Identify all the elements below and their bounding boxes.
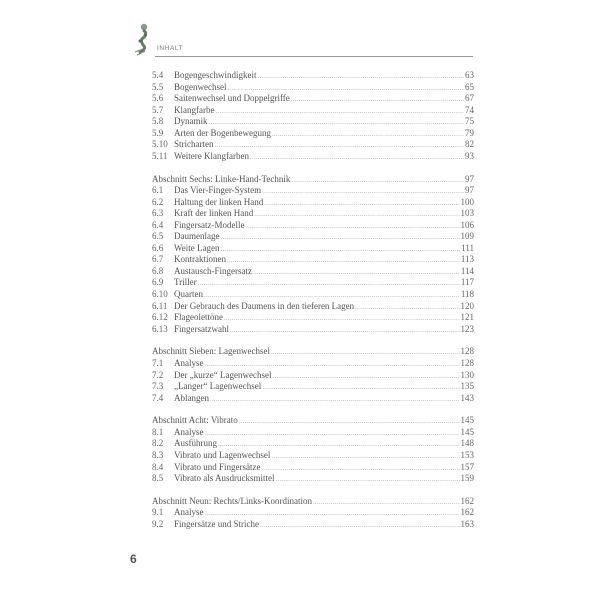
toc-entry-number: 6.6 [152,242,164,253]
toc-entry[interactable] [152,197,474,209]
toc-page-number: 143 [460,392,474,403]
toc-page-number: 109 [460,231,474,242]
toc-entry[interactable] [152,324,474,336]
toc-entry-title: Fingersatzwahl [174,323,229,334]
toc-page-number: 67 [465,93,474,104]
toc-page-number: 148 [460,438,474,449]
toc-entry[interactable] [152,312,474,324]
toc-entry[interactable] [152,358,474,370]
toc-entry-number: 8.1 [152,426,164,437]
toc-entry[interactable] [152,254,474,266]
toc-page-number: 159 [460,473,474,484]
toc-entry-number: 7.2 [152,369,164,380]
toc-entry-number: 6.5 [152,231,164,242]
toc-entry-title: Der „kurze“ Lagenwechsel [174,369,272,380]
toc-entry-number: 6.8 [152,265,164,276]
toc-entry-title: Kontraktionen [174,254,226,265]
toc-entry[interactable] [152,220,474,232]
toc-entry-title: Kraft der linken Hand [174,208,254,219]
toc-section-heading[interactable] [152,174,474,186]
toc-entry-number: 6.11 [152,300,168,311]
toc-page-number: 118 [460,289,474,300]
toc-entry-title: Vibrato und Fingersätze [174,461,261,472]
toc-page-number: 163 [460,518,474,529]
toc-entry-title: Quarten [174,289,203,300]
toc-entry-title: Bogenwechsel [174,81,227,92]
toc-entry[interactable] [152,370,474,382]
section-spacer [152,404,474,415]
toc-section-heading[interactable] [152,496,474,508]
toc-page-number: 97 [465,173,474,184]
toc-entry-title: Vibrato und Lagenwechsel [174,449,271,460]
toc-page-number: 145 [460,415,474,426]
toc-entry-title: Weitere Klangfarben [174,150,249,161]
toc-entry[interactable] [152,116,474,128]
toc-entry[interactable] [152,139,474,151]
toc-page-number: 82 [465,139,474,150]
toc-entry-title: Ablangen [174,392,209,403]
toc-section-title: Abschnitt Sieben: Lagenwechsel [152,346,270,357]
toc-page-number: 106 [460,219,474,230]
toc-entry[interactable] [152,82,474,94]
toc-entry-number: 5.5 [152,81,164,92]
toc-entry-number: 5.4 [152,70,164,80]
toc-page-number: 162 [460,495,474,506]
toc-entry[interactable] [152,105,474,117]
toc-page-number: 128 [460,357,474,368]
cellist-figure-icon [131,22,155,56]
toc-entry-title: Analyse [174,357,204,368]
toc-entry-title: Haltung der linken Hand [174,196,264,207]
running-header: INHALT [157,45,184,52]
toc-entry-number: 5.8 [152,116,164,127]
toc-entry[interactable] [152,462,474,474]
section-spacer [152,162,474,173]
toc-entry-number: 5.11 [152,150,168,161]
toc-section-title: Abschnitt Neun: Rechts/Links-Koordination [152,495,312,506]
toc-entry[interactable] [152,289,474,301]
toc-entry-title: Triller [174,277,197,288]
toc-section-title: Abschnitt Sechs: Linke-Hand-Technik [152,173,291,184]
toc-page-number: 74 [465,104,474,115]
toc-entry-number: 7.1 [152,357,164,368]
page-number: 6 [130,552,137,566]
toc-entry[interactable] [152,151,474,163]
toc-entry[interactable] [152,231,474,243]
header-rule [155,56,473,57]
toc-page-number: 113 [460,254,474,265]
toc-section-title: Abschnitt Acht: Vibrato [152,415,238,426]
toc-entry[interactable] [152,277,474,289]
toc-page-number: 103 [460,208,474,219]
toc-entry-title: Stricharten [174,139,214,150]
toc-entry-title: Fingersätze und Striche [174,518,259,529]
toc-page-number: 162 [460,507,474,518]
dot-leader [230,325,460,337]
toc-entry[interactable] [152,185,474,197]
toc-page-number: 75 [465,116,474,127]
toc-page-number: 135 [460,381,474,392]
toc-entry[interactable] [152,70,474,82]
toc-entry-number: 6.9 [152,277,164,288]
toc-page-number: 93 [465,150,474,161]
toc-entry-title: Arten der Bogenbewegung [174,127,271,138]
dot-leader [250,152,464,164]
toc-entry-title: Bogengeschwindigkeit [174,70,257,80]
toc-page-number: 120 [460,300,474,311]
toc-entry-number: 5.9 [152,127,164,138]
toc-entry[interactable] [152,393,474,405]
table-of-contents [152,70,474,530]
toc-entry[interactable] [152,208,474,220]
toc-entry[interactable] [152,473,474,485]
dot-leader [260,520,460,532]
toc-entry-title: Vibrato als Ausdrucksmittel [174,473,275,484]
toc-entry-title: Der Gebrauch des Daumens in den tieferen Lagen [174,300,355,311]
toc-entry-number: 9.2 [152,518,164,529]
toc-page-number: 145 [460,426,474,437]
toc-entry-number: 8.2 [152,438,164,449]
toc-entry-title: Ausführung [174,438,217,449]
toc-entry-title: Flageolettöne [174,312,223,323]
toc-page-number: 130 [460,369,474,380]
toc-page-number: 157 [460,461,474,472]
section-spacer [152,485,474,496]
toc-entry-title: Daumenlage [174,231,220,242]
section-spacer [152,335,474,346]
toc-section-heading[interactable] [152,346,474,358]
toc-entry-title: Austausch-Fingersatz [174,265,252,276]
toc-page-number: 63 [465,70,474,80]
toc-page-number: 111 [461,242,474,253]
toc-entry[interactable] [152,243,474,255]
toc-entry-number: 6.1 [152,185,164,196]
dot-leader [275,474,459,486]
toc-entry-title: Analyse [174,507,204,518]
toc-page-number: 100 [460,196,474,207]
toc-section-heading[interactable] [152,415,474,427]
toc-entry-number: 5.7 [152,104,164,115]
toc-entry-title: Klangfarbe [174,104,215,115]
toc-entry-number: 6.13 [152,323,168,334]
toc-entry-number: 8.3 [152,449,164,460]
toc-page-number: 128 [460,346,474,357]
toc-entry-number: 6.7 [152,254,164,265]
toc-entry[interactable] [152,507,474,519]
toc-entry[interactable] [152,128,474,140]
toc-entry-number: 6.10 [152,289,168,300]
toc-entry[interactable] [152,438,474,450]
toc-entry-number: 8.4 [152,461,164,472]
toc-page-number: 97 [465,185,474,196]
toc-entry-title: Dynamik [174,116,208,127]
toc-entry-title: Analyse [174,426,204,437]
toc-entry-number: 6.12 [152,312,168,323]
toc-entry-number: 6.2 [152,196,164,207]
toc-page-number: 65 [465,81,474,92]
toc-entry[interactable] [152,301,474,313]
toc-entry-title: Weite Lagen [174,242,220,253]
toc-entry[interactable] [152,381,474,393]
toc-page-number: 153 [460,449,474,460]
toc-entry-number: 7.3 [152,381,164,392]
toc-entry-title: Saitenwechsel und Doppelgriffe [174,93,290,104]
toc-page-number: 79 [465,127,474,138]
toc-entry-number: 6.3 [152,208,164,219]
toc-entry[interactable] [152,93,474,105]
toc-page-number: 123 [460,323,474,334]
toc-entry-title: Fingersatz-Modelle [174,219,245,230]
toc-entry[interactable] [152,519,474,531]
toc-page-number: 114 [460,265,474,276]
toc-entry-number: 5.10 [152,139,168,150]
toc-entry-number: 5.6 [152,93,164,104]
toc-entry-number: 8.5 [152,473,164,484]
toc-entry-number: 6.4 [152,219,164,230]
toc-page-number: 121 [460,312,474,323]
toc-entry-number: 9.1 [152,507,164,518]
toc-page-number: 117 [460,277,474,288]
toc-entry[interactable] [152,266,474,278]
toc-entry-title: Das Vier-Finger-System [174,185,262,196]
toc-entry[interactable] [152,450,474,462]
toc-entry[interactable] [152,427,474,439]
dot-leader [210,394,460,406]
toc-entry-title: „Langer“ Lagenwechsel [174,381,262,392]
toc-entry-number: 7.4 [152,392,164,403]
